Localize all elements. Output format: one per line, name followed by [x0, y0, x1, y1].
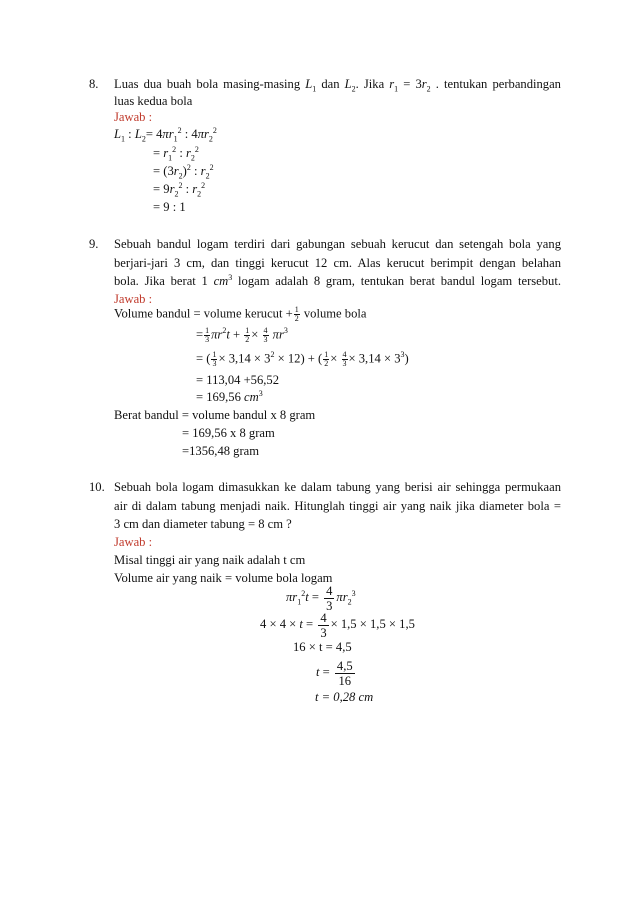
- q8-step3: = $(3r_2)^2$ : $r_2^2$: [153, 162, 214, 181]
- q8-number: 8.: [89, 77, 99, 91]
- q9-question-line3: bola. Jika berat 1 $cm^3$ logam adalah 8 gram, tentukan berat bandul logam tersebut.: [114, 272, 561, 288]
- q10-question-line2: air di dalam tabung menjadi naik. Hitunglah tinggi air yang naik jika diameter bola =: [114, 499, 561, 513]
- q9-berat-line1: Berat bandul = volume bandul x 8 gram: [114, 408, 316, 422]
- q10-result: t = 0,28 cm: [315, 690, 374, 704]
- q9-berat-line2: = 169,56 x 8 gram: [182, 426, 275, 440]
- q8-question-line1: Luas dua buah bola masing-masing $L_1$ dan $L_2$. Jika $r_1 = 3r_2$ . tentukan perbandingan: [114, 77, 561, 94]
- q9-step3: = 113,04 +56,52: [196, 373, 280, 387]
- q10-answer-label: Jawab :: [114, 535, 153, 549]
- q9-question-line2: berjari-jari 3 cm, dan tinggi kerucut 12 cm. Alas kerucut berimpit dengan belahan: [114, 256, 561, 270]
- q10-question-line1: Sebuah bola logam dimasukkan ke dalam tabung yang berisi air sehingga permukaan: [114, 480, 561, 494]
- q10-question-line3: 3 cm dan diameter tabung = 8 cm ?: [114, 517, 292, 531]
- q8-question-line2: luas kedua bola: [114, 94, 193, 108]
- q8-result: = 9 : 1: [153, 200, 186, 214]
- q8-answer-label: Jawab :: [114, 110, 153, 124]
- q9-number: 9.: [89, 237, 99, 251]
- q9-question-line1: Sebuah bandul logam terdiri dari gabungan sebuah kerucut dan setengah bola yang: [114, 237, 561, 251]
- q10-equation4: t = $\frac{4,5}{16}$: [316, 658, 353, 688]
- q10-number: 10.: [89, 480, 105, 494]
- q9-step4: = 169,56 $cm^3$: [196, 388, 263, 404]
- q8-step1: $L_1$ : $L_2= 4\pi r_1^2$ : $4\pi r_2^2$: [114, 125, 217, 144]
- q10-misal: Misal tinggi air yang naik adalah t cm: [114, 553, 306, 567]
- q9-step2: = ( $\frac{1}{3}$ × $3,14 \times 3^2 \times 12$) + ( $\frac{1}{2}$ × $\frac{4}{3}$ × $3,14 \times 3^3$): [196, 350, 409, 368]
- q9-step1: = $\frac{1}{3}$ $\pi r^2t$ + $\frac{1}{2}$ × $\frac{4}{3}$ $\pi r^3$: [196, 326, 288, 344]
- q10-equation3: 16 × t = 4,5: [293, 640, 352, 654]
- q9-berat-line3: =1356,48 gram: [182, 444, 260, 458]
- q9-answer-label: Jawab :: [114, 292, 153, 306]
- q8-step4: = $9r_2^2$ : $r_2^2$: [153, 180, 206, 199]
- q10-equation2: 4 × 4 × t = $\frac{4}{3}$ × 1,5 × 1,5 × 1,5: [260, 610, 415, 640]
- q8-step2: = $r_1^2$ : $r_2^2$: [153, 144, 199, 163]
- q10-volume-statement: Volume air yang naik = volume bola logam: [114, 571, 333, 585]
- q10-equation1: $\pi r_1^2t$ = $\frac{4}{3}$ $\pi r_2^3$: [286, 583, 356, 613]
- q9-volume-formula: Volume bandul = volume kerucut + $\frac{1}{2}$ volume bola: [114, 305, 367, 323]
